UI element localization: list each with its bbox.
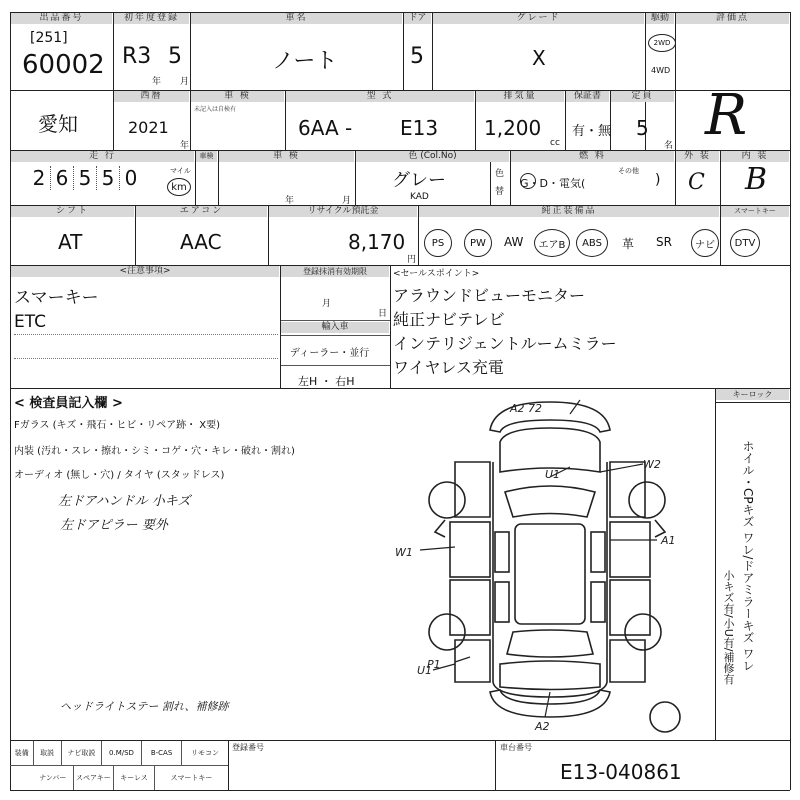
- footer-option: 装備: [11, 741, 34, 765]
- lot-number: 60002: [22, 50, 105, 80]
- footer-option: ナンバー: [33, 766, 74, 790]
- exterior-grade: C: [688, 170, 705, 195]
- capacity-value: 5: [636, 116, 649, 140]
- footer-option: ナビ取説: [62, 741, 102, 765]
- mark-w1: W1: [395, 546, 413, 559]
- reg-day: 日: [378, 309, 388, 319]
- car-damage-diagram: [395, 392, 715, 737]
- door-count: 5: [410, 44, 424, 69]
- fuel-label: 燃 料: [511, 151, 674, 162]
- selling-point: アラウンドビューモニター: [393, 286, 586, 305]
- color-code: KAD: [410, 192, 429, 202]
- selling-point: ワイヤレス充電: [393, 358, 504, 377]
- mileage-digit: 2: [28, 166, 51, 190]
- mileage-digits: [28, 166, 142, 190]
- recycle-label: リサイクル預託金: [269, 206, 417, 217]
- footer-option: B-CAS: [142, 741, 182, 765]
- footer-options-row-2: [33, 766, 228, 790]
- mark-w2: W2: [643, 458, 661, 471]
- inspector-note: ヘッドライトステー 割れ、補修跡: [60, 700, 229, 713]
- inspector-note: 左ドアピラー 要外: [60, 518, 168, 533]
- grade-label: グレード: [433, 13, 644, 24]
- month-mark: 月: [180, 77, 190, 87]
- shift-value: AT: [58, 230, 83, 254]
- ac-value: AAC: [180, 230, 222, 254]
- footer-options-row: [11, 741, 228, 765]
- equip-navi: ナビ: [691, 229, 719, 257]
- equip-pw: PW: [464, 229, 492, 257]
- caution-item: スマーキー: [14, 288, 99, 308]
- mileage-digit: 5: [97, 166, 120, 190]
- audio-line: オーディオ (無し・穴) / タイヤ (スタッドレス): [14, 470, 225, 481]
- chassis-number: E13-040861: [560, 760, 682, 784]
- fuel-options: G・D・電気(: [520, 177, 586, 190]
- mark-u1-top: U1: [545, 468, 561, 481]
- reg-expiry-label: 登録抹消有効期限: [281, 266, 389, 277]
- drive-label: 駆動: [646, 13, 674, 24]
- capacity-label: 定員: [611, 91, 674, 102]
- keylock-label: キーロック: [716, 389, 789, 400]
- color-label: 色 (Col.No): [356, 151, 509, 162]
- reg-month: 月: [322, 299, 332, 309]
- mileage-digit: 6: [51, 166, 74, 190]
- shift-label: シフト: [11, 206, 134, 217]
- caution-rule: [14, 334, 278, 335]
- handle-value: 左H ・ 右H: [298, 375, 355, 388]
- caution-rule: [14, 358, 278, 359]
- km-circle: km: [167, 178, 191, 196]
- year-mark: 年: [152, 77, 162, 87]
- footer-option: スマートキー: [170, 774, 213, 782]
- vehicle-note: 未記入は自検有: [194, 106, 237, 113]
- recycle-value: 8,170: [348, 230, 406, 254]
- fuel-close: ): [655, 172, 661, 188]
- warranty-label: 保証書: [566, 91, 609, 102]
- warranty-value: 有・無: [572, 124, 612, 139]
- year-value: 2021: [128, 118, 169, 137]
- mark-top: A2 72: [510, 402, 543, 415]
- color-value: グレー: [392, 170, 446, 191]
- equip-airbag: エアB: [534, 229, 570, 257]
- exterior-label: 外 装: [676, 151, 719, 162]
- color-change-2: 替: [495, 187, 505, 197]
- mileage-label: 走 行: [11, 151, 194, 162]
- rating-label: 評価点: [676, 13, 789, 24]
- yen-unit: 円: [407, 255, 417, 265]
- first-reg-label: 初年度登録: [114, 13, 189, 24]
- fuel-g-circle: [520, 173, 536, 189]
- equip-aw: AW: [504, 235, 524, 249]
- meter-label: 車検: [196, 151, 217, 162]
- inspection-year: 年: [285, 196, 295, 206]
- caution-label: <注意事項>: [11, 266, 279, 277]
- displacement-label: 排気量: [476, 91, 564, 102]
- equip-dtv: DTV: [730, 229, 760, 257]
- inspection-month: 月: [342, 196, 352, 206]
- selling-label: <セールスポイント>: [393, 269, 480, 279]
- model-prefix: 6AA -: [298, 116, 353, 140]
- import-value: ディーラー・並行: [290, 348, 370, 359]
- inspection-label: 車 検: [219, 151, 354, 162]
- color-change-1: 色: [495, 169, 505, 179]
- footer-option: 取説: [34, 741, 62, 765]
- vehicle-label: 車 検: [191, 91, 284, 102]
- selling-point: インテリジェントルームミラー: [393, 334, 617, 353]
- location: 愛知: [38, 112, 78, 136]
- equipment-label: 純正装備品: [419, 206, 719, 217]
- inspector-title: < 検査員記入欄 >: [14, 396, 123, 411]
- capacity-unit: 名: [664, 141, 674, 151]
- model-code: E13: [400, 116, 439, 140]
- car-name: ノート: [272, 49, 338, 74]
- footer-option: キーレス: [114, 766, 155, 790]
- auction-label: 出品番号: [11, 13, 112, 24]
- glass-line: Fガラス (キズ・飛石・ヒビ・リペア跡・ X要): [14, 420, 221, 431]
- interior-label: 内 装: [721, 151, 789, 162]
- model-label: 型 式: [286, 91, 474, 102]
- inspector-note: 左ドアハンドル 小キズ: [58, 494, 191, 509]
- mile-label: マイル: [170, 167, 191, 175]
- mark-a1: A1: [661, 534, 676, 547]
- footer-option: リモコン: [191, 749, 220, 757]
- drive-4wd: 4WD: [651, 66, 671, 75]
- displacement-value: 1,200: [484, 116, 542, 140]
- year-unit: 年: [180, 141, 190, 151]
- side-small: 小キズ有/小U有/補修有: [722, 570, 735, 685]
- import-label: 輸入車: [281, 322, 389, 333]
- fuel-other: その他: [618, 167, 639, 175]
- smartkey-label: スマートキー: [721, 206, 789, 217]
- ac-label: エアコン: [136, 206, 267, 217]
- mileage-digit: 0: [124, 166, 138, 190]
- equip-sunroof: SR: [656, 235, 672, 249]
- registration-label: 登録番号: [232, 743, 264, 752]
- mileage-digit: 5: [74, 166, 97, 190]
- equip-leather: 革: [622, 237, 635, 251]
- car-name-label: 車名: [191, 13, 402, 24]
- footer-option: 0.M/SD: [102, 741, 142, 765]
- door-label: ドア: [404, 13, 431, 24]
- drive-2wd-circle: 2WD: [648, 34, 676, 52]
- lot-prefix: [251]: [30, 30, 68, 46]
- caution-item: ETC: [14, 312, 46, 332]
- side-text: ホイル・CPキズ ワレ/ドアミラーキズ ワレ: [741, 440, 755, 672]
- interior-line: 内装 (汚れ・スレ・擦れ・シミ・コゲ・穴・キレ・破れ・割れ): [14, 446, 295, 457]
- footer-option: スペアキー: [74, 766, 115, 790]
- equip-abs: ABS: [576, 229, 608, 257]
- rating-value: R: [705, 83, 748, 148]
- mark-p1: P1: [427, 658, 441, 671]
- first-reg-era: R3: [122, 44, 152, 69]
- first-reg-month: 5: [168, 44, 182, 69]
- equip-ps: PS: [424, 229, 452, 257]
- chassis-label: 車台番号: [500, 743, 532, 752]
- grade-value: X: [532, 46, 546, 70]
- mark-a2: A2: [535, 720, 550, 733]
- mark-u1-left: U1: [417, 664, 433, 677]
- selling-point: 純正ナビテレビ: [393, 310, 505, 329]
- year-label: 西暦: [114, 91, 189, 102]
- interior-grade: B: [745, 162, 768, 197]
- cc-unit: cc: [550, 138, 560, 148]
